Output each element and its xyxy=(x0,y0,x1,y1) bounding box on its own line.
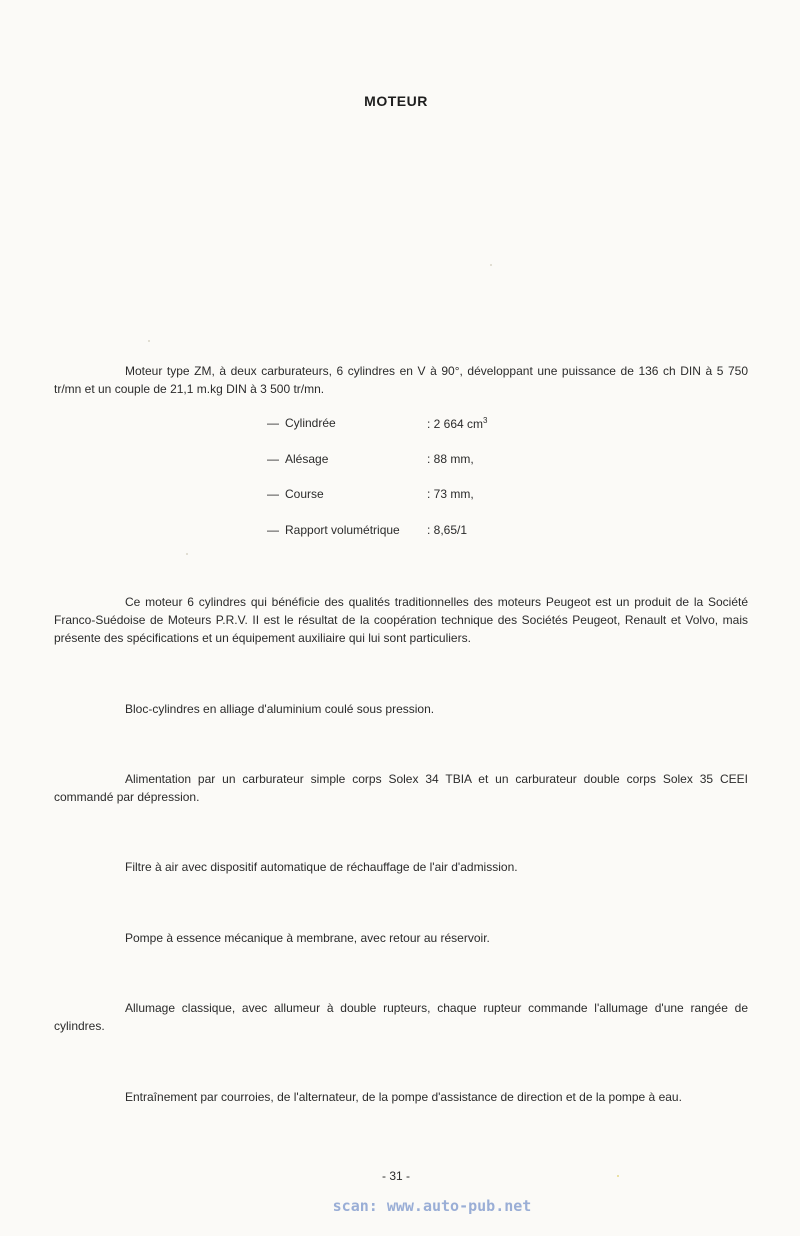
spec-label: Course xyxy=(285,487,324,501)
spec-label: Rapport volumétrique xyxy=(285,522,400,537)
paragraph-prv: Ce moteur 6 cylindres qui bénéficie des qualités traditionnelles des moteurs Peugeot est un produit de la Société Franco-Suédoise de Moteurs P.R.V. II est le résultat de la coopération technique des Sociétés Peugeot, Renault et Volvo, mais présente des spécifications et un équipement auxiliaire qui lui sont particuliers. xyxy=(54,595,748,645)
spec-value: : 88 mm, xyxy=(427,451,474,466)
paper-speck xyxy=(186,553,188,555)
paragraph-pompe: Pompe à essence mécanique à membrane, avec retour au réservoir. xyxy=(125,931,490,945)
superscript: 3 xyxy=(483,416,488,425)
page-number: - 31 - xyxy=(381,1169,410,1183)
spec-label: Cylindrée xyxy=(285,416,336,430)
spec-dash: — xyxy=(267,451,279,466)
paragraph-allumage: Allumage classique, avec allumeur à double rupteurs, chaque rupteur commande l'allumage d'une rangée de cylindres. xyxy=(54,1001,748,1033)
spec-value: : 73 mm, xyxy=(427,487,474,501)
paragraph-bloc: Bloc-cylindres en alliage d'aluminium coulé sous pression. xyxy=(125,702,435,716)
spec-value: : 8,65/1 xyxy=(427,522,468,537)
scan-watermark: scan: www.auto-pub.net xyxy=(332,1197,532,1215)
spec-value: : 2 664 $cm^3$ xyxy=(427,416,488,431)
page-title: MOTEUR xyxy=(364,93,428,109)
paragraph-filtre: Filtre à air avec dispositif automatique de réchauffage de l'air d'admission. xyxy=(125,860,518,874)
intro-paragraph: Moteur type ZM, à deux carburateurs, 6 cylindres en V à 90°, développant une puissance de 136 ch DIN à 5 750 tr/mn et un couple de 21,1 m.kg DIN à 3 500 tr/mn. xyxy=(54,364,748,396)
paragraph-entrainement: Entraînement par courroies, de l'alternateur, de la pompe d'assistance de direction et de la pompe à eau. xyxy=(125,1090,682,1104)
spec-dash: — xyxy=(267,416,279,430)
paragraph-alimentation: Alimentation par un carburateur simple corps Solex 34 TBIA et un carburateur double corps Solex 35 CEEI commandé par dépression. xyxy=(54,772,748,804)
paper-speck xyxy=(148,340,150,342)
paper-speck xyxy=(617,1175,619,1177)
spec-dash: — xyxy=(267,487,279,501)
paper-speck xyxy=(490,264,492,266)
spec-label: Alésage xyxy=(285,451,329,466)
spec-dash: — xyxy=(267,522,279,537)
